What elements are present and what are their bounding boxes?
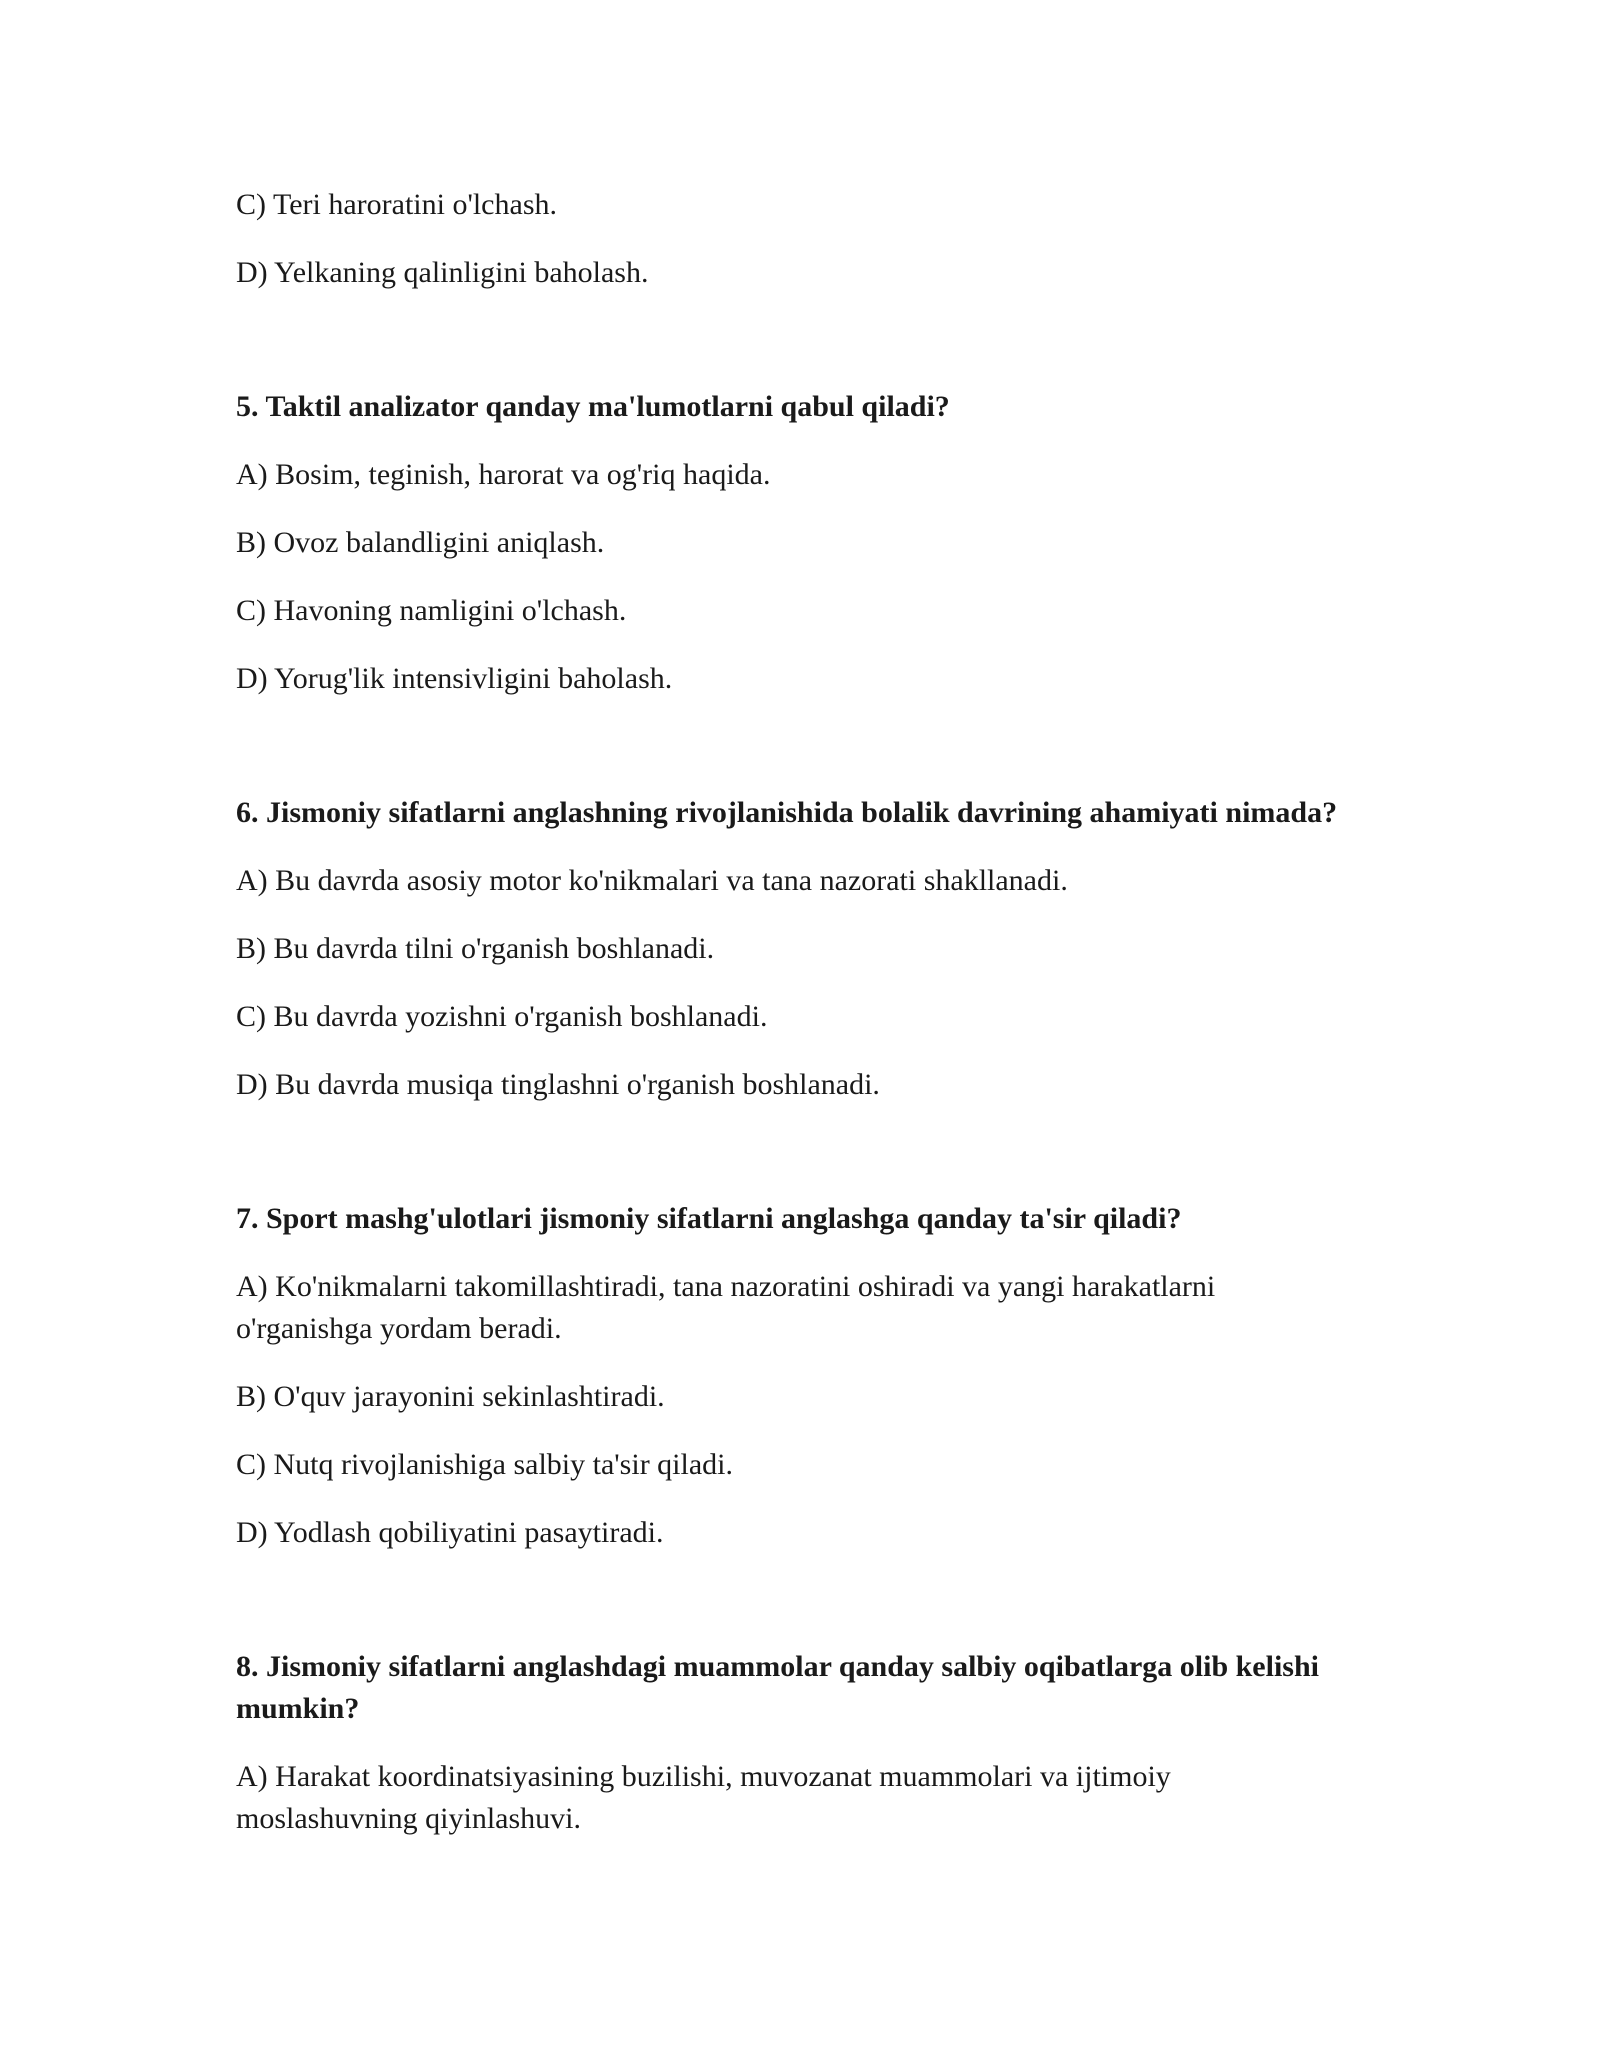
document-page	[236, 184, 1346, 1866]
question-8: 8. Jismoniy sifatlarni anglashdagi muammolar qanday salbiy oqibatlarga olib kelishi mumkin?	[236, 1650, 1319, 1725]
question-8-option-a: A) Harakat koordinatsiyasining buzilishi, muvozanat muammolari va ijtimoiy moslashuvning qiyinlashuvi.	[236, 1760, 1171, 1835]
spacer	[236, 320, 1346, 386]
question-5: 5. Taktil analizator qanday ma'lumotlarni qabul qiladi?	[236, 390, 950, 423]
question-5-option-b: B) Ovoz balandligini aniqlash.	[236, 526, 605, 559]
question-7-option-c: C) Nutq rivojlanishiga salbiy ta'sir qiladi.	[236, 1448, 734, 1481]
question-7-option-d: D) Yodlash qobiliyatini pasaytiradi.	[236, 1516, 664, 1549]
question-7-option-b: B) O'quv jarayonini sekinlashtiradi.	[236, 1380, 665, 1413]
question-6-option-d: D) Bu davrda musiqa tinglashni o'rganish boshlanadi.	[236, 1068, 880, 1101]
question-6-option-b: B) Bu davrda tilni o'rganish boshlanadi.	[236, 932, 715, 965]
question-7-option-a: A) Ko'nikmalarni takomillashtiradi, tana nazoratini oshiradi va yangi harakatlarni o'rganishga yordam beradi.	[236, 1270, 1216, 1345]
question-6-option-c: C) Bu davrda yozishni o'rganish boshlanadi.	[236, 1000, 768, 1033]
question-6-option-a: A) Bu davrda asosiy motor ko'nikmalari va tana nazorati shakllanadi.	[236, 864, 1068, 897]
question-5-option-a: A) Bosim, teginish, harorat va og'riq haqida.	[236, 458, 771, 491]
spacer	[236, 1580, 1346, 1646]
option-d: D) Yelkaning qalinligini baholash.	[236, 256, 649, 289]
question-5-option-d: D) Yorug'lik intensivligini baholash.	[236, 662, 673, 695]
question-7: 7. Sport mashg'ulotlari jismoniy sifatlarni anglashga qanday ta'sir qiladi?	[236, 1202, 1182, 1235]
question-6: 6. Jismoniy sifatlarni anglashning rivojlanishida bolalik davrining ahamiyati nimada?	[236, 796, 1338, 829]
option-c: C) Teri haroratini o'lchash.	[236, 188, 557, 221]
spacer	[236, 1132, 1346, 1198]
question-5-option-c: C) Havoning namligini o'lchash.	[236, 594, 627, 627]
spacer	[236, 726, 1346, 792]
